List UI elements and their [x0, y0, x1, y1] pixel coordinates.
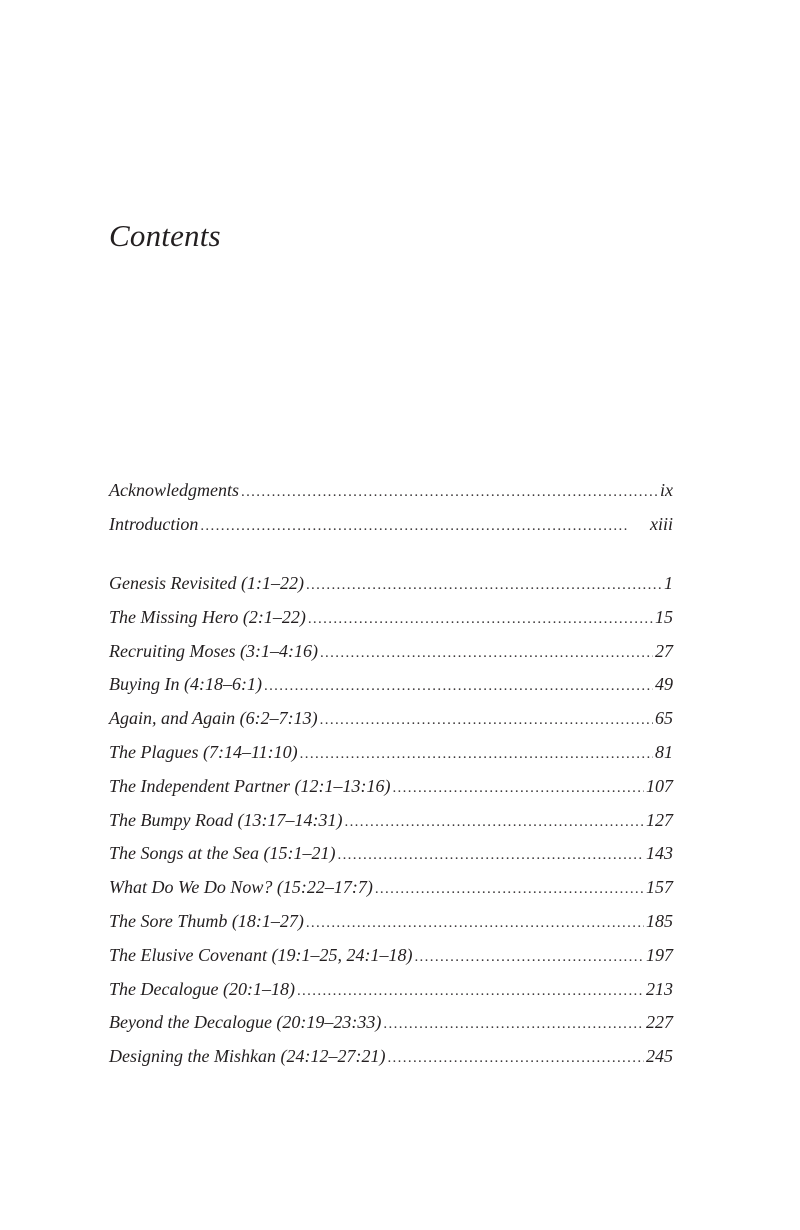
toc-entry-chapter[interactable]	[109, 573, 673, 607]
toc-entry-title: The Bumpy Road (13:17–14:31)	[109, 809, 343, 830]
toc-entry-chapter[interactable]	[109, 776, 673, 810]
toc-entry-page: ix	[660, 480, 673, 500]
toc-entry-page: 185	[646, 910, 673, 931]
toc-entry-page: 213	[646, 978, 673, 999]
dot-leader	[344, 814, 644, 831]
toc-entry-page: 49	[655, 674, 673, 695]
toc-entry-chapter[interactable]	[109, 911, 673, 945]
toc-entry-title: Genesis Revisited (1:1–22)	[109, 573, 304, 593]
toc-entry-chapter[interactable]	[109, 877, 673, 911]
dot-leader	[320, 645, 653, 662]
toc-entry-page: 1	[664, 573, 673, 593]
toc-entry-page: 143	[646, 843, 673, 864]
dot-leader	[320, 712, 653, 729]
toc-entry-chapter[interactable]	[109, 607, 673, 641]
toc-entry-chapter[interactable]	[109, 742, 673, 776]
toc-entry-title: Recruiting Moses (3:1–4:16)	[109, 640, 318, 661]
toc-entry-chapter[interactable]	[109, 674, 673, 708]
dot-leader	[337, 847, 644, 864]
toc-entry-chapter[interactable]	[109, 843, 673, 877]
dot-leader	[306, 577, 662, 594]
toc-entry-chapter[interactable]	[109, 1012, 673, 1046]
dot-leader	[387, 1050, 644, 1067]
toc-entry-introduction[interactable]	[109, 514, 673, 548]
dot-leader	[308, 611, 653, 628]
toc-entry-title: Introduction	[109, 513, 199, 534]
dot-leader	[200, 518, 648, 535]
dot-leader	[297, 983, 644, 1000]
toc-entry-chapter[interactable]	[109, 708, 673, 742]
page-title: Contents	[109, 218, 221, 253]
dot-leader	[383, 1016, 644, 1033]
dot-leader	[300, 746, 653, 763]
toc-entry-chapter[interactable]	[109, 945, 673, 979]
toc-entry-page: 27	[655, 640, 673, 661]
toc-entry-page: 127	[646, 809, 673, 830]
toc-entry-chapter[interactable]	[109, 979, 673, 1013]
toc-entry-page: 65	[655, 708, 673, 729]
toc-entry-page: 227	[646, 1012, 673, 1033]
toc-entry-page: 81	[655, 741, 673, 762]
toc-entry-title: The Decalogue (20:1–18)	[109, 978, 295, 999]
toc-entry-page: 197	[646, 944, 673, 965]
toc-entry-page: xiii	[650, 513, 673, 534]
toc-entry-page: 107	[646, 775, 673, 796]
toc-entry-title: The Sore Thumb (18:1–27)	[109, 910, 304, 931]
toc-entry-title: What Do We Do Now? (15:22–17:7)	[109, 877, 373, 898]
dot-leader	[264, 678, 653, 695]
dot-leader	[375, 881, 644, 898]
toc-entry-title: The Plagues (7:14–11:10)	[109, 741, 298, 762]
dot-leader	[241, 484, 658, 501]
front-matter-list	[109, 480, 673, 548]
toc-entry-title: Designing the Mishkan (24:12–27:21)	[109, 1046, 386, 1067]
toc-entry-page: 245	[646, 1046, 673, 1067]
toc-entry-acknowledgments[interactable]	[109, 480, 673, 514]
dot-leader	[414, 949, 644, 966]
toc-entry-title: The Independent Partner (12:1–13:16)	[109, 775, 391, 796]
toc-entry-title: Beyond the Decalogue (20:19–23:33)	[109, 1012, 382, 1033]
dot-leader	[392, 780, 644, 797]
toc-entry-chapter[interactable]	[109, 810, 673, 844]
chapter-list	[109, 573, 673, 1080]
dot-leader	[306, 915, 644, 932]
toc-entry-title: Acknowledgments	[109, 480, 239, 500]
toc-entry-title: The Elusive Covenant (19:1–25, 24:1–18)	[109, 944, 413, 965]
toc-entry-title: The Songs at the Sea (15:1–21)	[109, 843, 336, 864]
toc-entry-chapter[interactable]	[109, 641, 673, 675]
toc-entry-chapter[interactable]	[109, 1046, 673, 1080]
toc-entry-title: The Missing Hero (2:1–22)	[109, 606, 306, 627]
toc-entry-title: Buying In (4:18–6:1)	[109, 674, 262, 695]
toc-entry-title: Again, and Again (6:2–7:13)	[109, 708, 318, 729]
toc-entry-page: 157	[646, 877, 673, 898]
toc-entry-page: 15	[655, 606, 673, 627]
